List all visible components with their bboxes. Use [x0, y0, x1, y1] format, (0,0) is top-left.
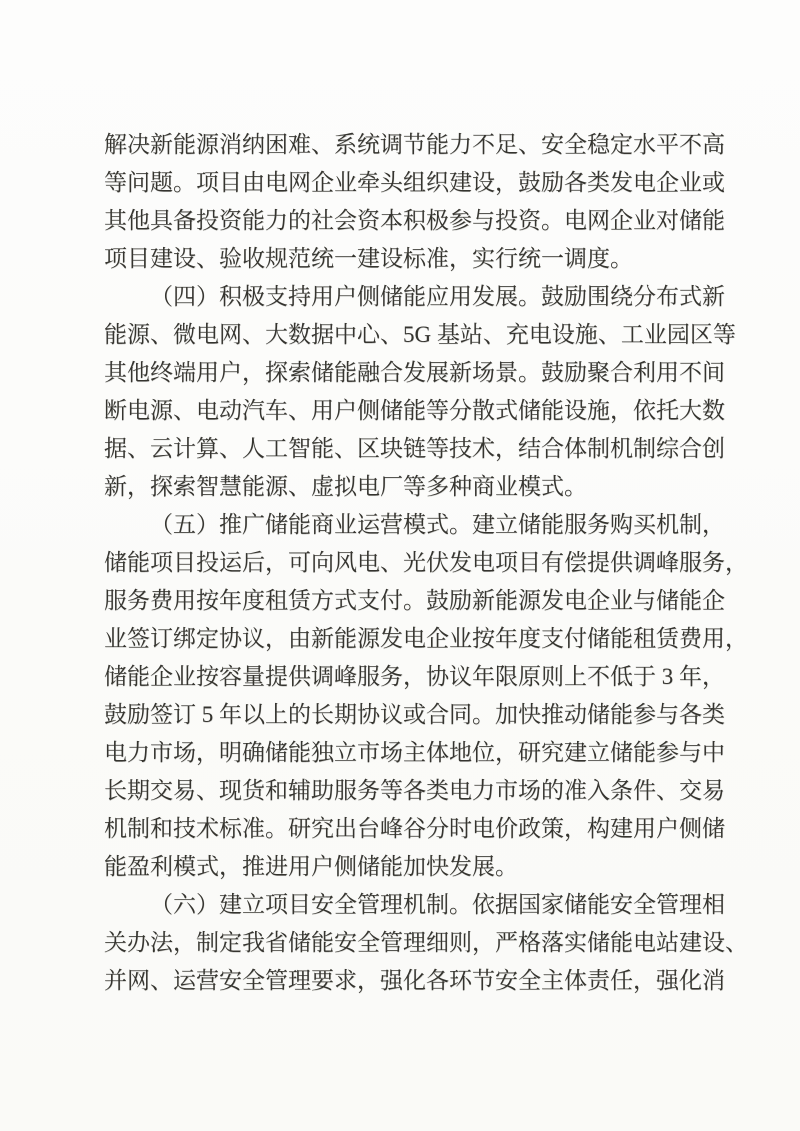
text-line: 储能项目投运后，可向风电、光伏发电项目有偿提供调峰服务， [104, 550, 748, 575]
text-line: 新，探索智慧能源、虚拟电厂等多种商业模式。 [104, 474, 587, 499]
text-line: 解决新能源消纳困难、系统调节能力不足、安全稳定水平不高 [104, 132, 725, 157]
text-line: 关办法，制定我省储能安全管理细则，严格落实储能电站建设、 [104, 930, 748, 955]
text-line: 储能企业按容量提供调峰服务，协议年限原则上不低于 3 年， [104, 664, 725, 689]
text-line: 并网、运营安全管理要求，强化各环节安全主体责任，强化消 [104, 968, 725, 993]
text-line: 其他具备投资能力的社会资本积极参与投资。电网企业对储能 [104, 208, 725, 233]
text-line: 能源、微电网、大数据中心、5G 基站、充电设施、工业园区等 [104, 322, 736, 347]
text-line: （五）推广储能商业运营模式。建立储能服务购买机制， [150, 512, 725, 537]
text-line: 其他终端用户，探索储能融合发展新场景。鼓励聚合利用不间 [104, 360, 725, 385]
text-line: 能盈利模式，推进用户侧储能加快发展。 [104, 854, 518, 879]
text-line: 长期交易、现货和辅助服务等各类电力市场的准入条件、交易 [104, 778, 725, 803]
text-line: 机制和技术标准。研究出台峰谷分时电价政策，构建用户侧储 [104, 816, 725, 841]
text-line: 等问题。项目由电网企业牵头组织建设，鼓励各类发电企业或 [104, 170, 725, 195]
text-line: 服务费用按年度租赁方式支付。鼓励新能源发电企业与储能企 [104, 588, 725, 613]
text-line: 项目建设、验收规范统一建设标准，实行统一调度。 [104, 246, 633, 271]
text-line: 鼓励签订 5 年以上的长期协议或合同。加快推动储能参与各类 [104, 702, 725, 727]
text-line: （四）积极支持用户侧储能应用发展。鼓励围绕分布式新 [150, 284, 725, 309]
text-line: 电力市场，明确储能独立市场主体地位，研究建立储能参与中 [104, 740, 725, 765]
text-line: 据、云计算、人工智能、区块链等技术，结合体制机制综合创 [104, 436, 725, 461]
text-line: 业签订绑定协议，由新能源发电企业按年度支付储能租赁费用， [104, 626, 748, 651]
body-text [104, 126, 748, 1000]
text-line: （六）建立项目安全管理机制。依据国家储能安全管理相 [150, 892, 725, 917]
text-line: 断电源、电动汽车、用户侧储能等分散式储能设施，依托大数 [104, 398, 725, 423]
